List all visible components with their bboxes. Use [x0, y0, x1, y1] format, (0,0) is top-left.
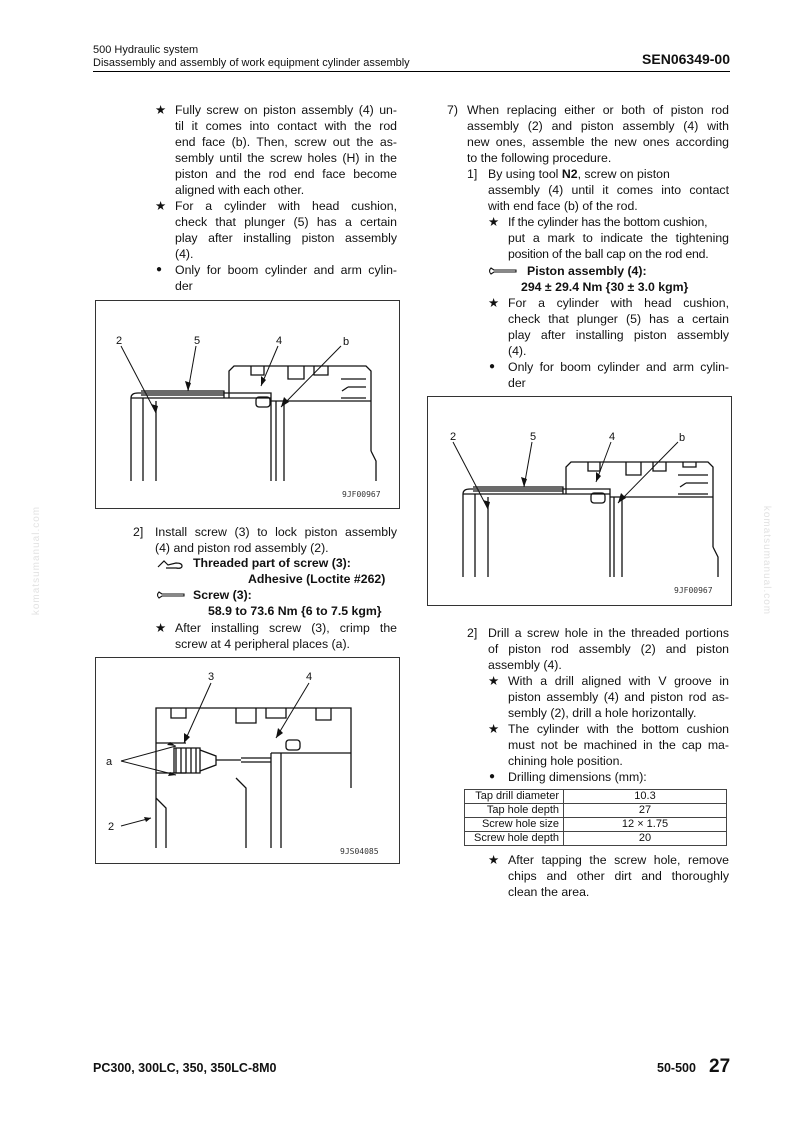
right-text-line: new ones, assemble the new ones according [467, 135, 729, 149]
left-text-line: play after installing piston assembly [175, 231, 397, 245]
watermark-right: komatsumanual.com [761, 505, 773, 616]
callout-label: 4 [306, 671, 313, 683]
bullet-icon: ● [156, 264, 163, 275]
star-icon: ★ [155, 199, 167, 213]
table-row [465, 804, 727, 818]
callout-label: b [343, 336, 350, 348]
right-text-line: assembly (4). [488, 658, 562, 672]
left-text-line: check that plunger (5) has a certain [175, 215, 397, 229]
right-text-line: If the cylinder has the bottom cushion, [508, 215, 708, 229]
bullet-icon: ● [489, 771, 496, 782]
right-text-line: chips and other dirt and thoroughly [508, 869, 729, 883]
left-text-line: (4) and piston rod assembly (2). [155, 541, 329, 555]
step-number: 2] [467, 626, 478, 640]
section-title: 500 Hydraulic system [93, 44, 199, 56]
table-cell-value: 27 [564, 804, 727, 818]
table-cell-label: Tap hole depth [465, 804, 564, 818]
callout-label: a [106, 756, 113, 768]
figure-id: 9JF00967 [342, 490, 381, 499]
figure-id: 9JF00967 [674, 586, 713, 595]
figure-piston-assembly-left [95, 300, 400, 509]
drilling-dimensions-table [464, 789, 727, 846]
right-text-line: With a drill aligned with V groove in [508, 674, 729, 688]
right-text-line: chining hole position. [508, 754, 623, 768]
callout-label: 3 [208, 671, 215, 683]
right-text-line: After tapping the screw hole, remove [508, 853, 729, 867]
right-text-line: When replacing either or both of piston rod [467, 103, 729, 117]
callout-label: 5 [530, 431, 537, 443]
right-text-line: of piston rod assembly (2) and piston [488, 642, 729, 656]
right-text-line: Only for boom cylinder and arm cylin- [508, 360, 729, 374]
adhesive-spec-text: Adhesive (Loctite #262) [248, 572, 386, 586]
header-rule [93, 71, 730, 72]
piston-label: Piston assembly (4): [527, 264, 647, 278]
tool-name: N2 [561, 167, 578, 181]
left-text-line: piston and the rod end face become [175, 167, 397, 181]
right-text-line: For a cylinder with head cushion, [508, 296, 729, 310]
bullet-icon: ● [489, 361, 496, 372]
table-cell-label: Tap drill diameter [465, 790, 564, 804]
adhesive-icon [156, 558, 186, 570]
right-text-line [488, 166, 670, 182]
right-text-line: must not be machined in the cap ma- [508, 738, 729, 752]
table-cell-value: 10.3 [564, 790, 727, 804]
watermark-left: komatsumanual.com [31, 505, 43, 616]
screw-label: Screw (3): [193, 588, 252, 602]
callout-label: 4 [276, 335, 283, 347]
right-text-line: position of the ball cap on the rod end. [508, 247, 709, 261]
table-row [465, 790, 727, 804]
left-text-line: sembly until the screw holes (H) in the [175, 151, 397, 165]
screw-torque: 58.9 to 73.6 Nm {6 to 7.5 kgm} [208, 604, 382, 618]
right-text-line: check that plunger (5) has a certain [508, 312, 729, 326]
star-icon: ★ [155, 103, 167, 117]
section-subtitle: Disassembly and assembly of work equipment cylinder assembly [93, 57, 410, 69]
callout-label: 2 [116, 335, 123, 347]
page-number: 27 [709, 1056, 731, 1077]
callout-label: 2 [108, 821, 115, 833]
right-text-line: assembly (2) and piston assembly (4) with [467, 119, 729, 133]
table-cell-value: 12 × 1.75 [564, 818, 727, 832]
star-icon: ★ [155, 621, 167, 635]
left-text-line: aligned with each other. [175, 183, 305, 197]
right-text-line: Drill a screw hole in the threaded portions [488, 626, 729, 640]
right-text-line: The cylinder with the bottom cushion [508, 722, 729, 736]
callout-label: b [679, 432, 686, 444]
star-icon: ★ [488, 215, 500, 229]
callout-label: 4 [609, 431, 616, 443]
left-text-line: der [175, 279, 193, 293]
right-text-line: put a mark to indicate the tightening [508, 231, 729, 245]
right-text-line: assembly (4) until it comes into contact [488, 183, 729, 197]
left-text-line: screw at 4 peripheral places (a). [175, 637, 350, 651]
step-number: 2] [133, 525, 144, 539]
left-text-line: After installing screw (3), crimp the [175, 621, 397, 635]
star-icon: ★ [488, 674, 500, 688]
figure-screw-crimp [95, 657, 400, 864]
left-text-line: Only for boom cylinder and arm cylin- [175, 263, 397, 277]
table-row [465, 832, 727, 846]
text-run: By using tool [488, 167, 562, 181]
threaded-part-label: Threaded part of screw (3): [193, 556, 351, 570]
table-cell-value: 20 [564, 832, 727, 846]
left-text-line: til it comes into contact with the rod [175, 119, 397, 133]
wrench-icon [156, 590, 188, 600]
right-text-line: clean the area. [508, 885, 590, 899]
wrench-icon [488, 266, 520, 276]
table-row [465, 818, 727, 832]
left-text-line: Install screw (3) to lock piston assembly [155, 525, 397, 539]
table-cell-label: Screw hole depth [465, 832, 564, 846]
left-text-line: (4). [175, 247, 194, 261]
piston-torque: 294 ± 29.4 Nm {30 ± 3.0 kgm} [521, 280, 689, 294]
right-text-line: der [508, 376, 526, 390]
right-text-line: sembly (2), drill a hole horizontally. [508, 706, 697, 720]
document-code: SEN06349-00 [642, 51, 730, 67]
star-icon: ★ [488, 296, 500, 310]
right-text-line: (4). [508, 344, 527, 358]
figure-id: 9JS04085 [340, 847, 379, 856]
star-icon: ★ [488, 853, 500, 867]
step-number: 1] [467, 167, 478, 181]
footer-code: 50-500 [657, 1061, 696, 1075]
left-text-line: end face (b). Then, screw out the as- [175, 135, 397, 149]
right-text-line: to the following procedure. [467, 151, 612, 165]
left-text-line: Fully screw on piston assembly (4) un- [175, 103, 397, 117]
step-number: 7) [447, 103, 458, 117]
right-text-line: piston assembly (4) and piston rod as- [508, 690, 729, 704]
left-text-line: For a cylinder with head cushion, [175, 199, 397, 213]
footer-model: PC300, 300LC, 350, 350LC-8M0 [93, 1061, 277, 1075]
figure-piston-assembly-right [427, 396, 732, 606]
text-run: , screw on piston [577, 167, 670, 181]
table-cell-label: Screw hole size [465, 818, 564, 832]
right-text-line: Drilling dimensions (mm): [508, 770, 647, 784]
callout-label: 2 [450, 431, 457, 443]
right-text-line: with end face (b) of the rod. [488, 199, 638, 213]
right-text-line: play after installing piston assembly [508, 328, 729, 342]
callout-label: 5 [194, 335, 201, 347]
star-icon: ★ [488, 722, 500, 736]
